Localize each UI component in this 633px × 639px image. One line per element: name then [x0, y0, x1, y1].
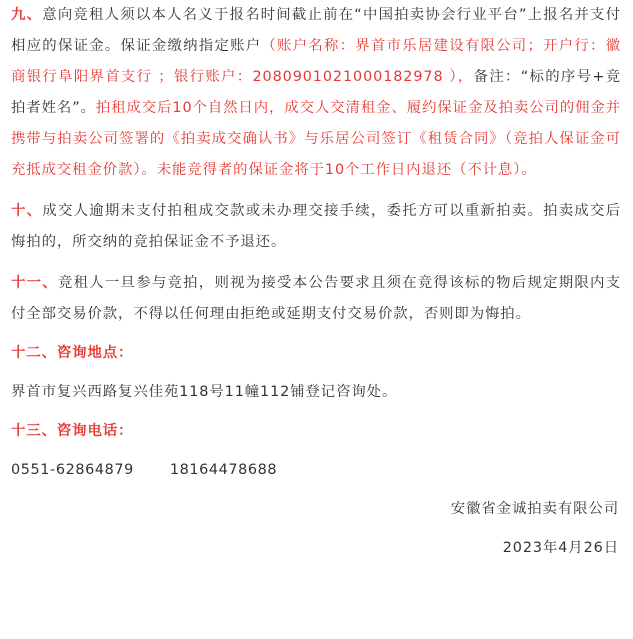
section-10: [11, 196, 621, 258]
section-9-remark: 备注：“标的序号+竞拍者姓名”。: [11, 69, 622, 116]
phone-landline: 0551-62864879: [11, 462, 134, 478]
announcement-body: [11, 0, 621, 564]
section-12-heading: 十二、咨询地点：: [11, 345, 134, 361]
section-11-text: 竞租人一旦参与竞拍，则视为接受本公告要求且须在竞得该标的物后规定期限内支付全部交易价款，不得以任何理由拒绝或延期支付交易价款，否则即为悔拍。: [11, 275, 621, 322]
section-12-address: 界首市复兴西路复兴佳苑118号11幢112铺登记咨询处。: [11, 384, 398, 400]
company-signature: 安徽省金诚拍卖有限公司: [450, 501, 619, 517]
section-10-label: 十、: [11, 203, 43, 219]
section-10-text: 成交人逾期未支付拍租成交款或未办理交接手续，委托方可以重新拍卖。拍卖成交后悔拍的，所交纳的竞拍保证金不予退还。: [11, 203, 621, 250]
section-9-settlement-terms: 拍租成交后10个自然日内，成交人交清租金、履约保证金及拍卖公司的佣金并携带与拍卖公司签署的《拍卖成交确认书》与乐居公司签订《租赁合同》（竞拍人保证金可充抵成交租金价款）。未能竞得者的保证金将于10个工作日内退还（不计息）。: [11, 100, 621, 178]
section-9-label: 九、: [11, 7, 43, 23]
phone-mobile: 18164478688: [169, 462, 278, 478]
section-11: [11, 268, 621, 330]
section-13-heading: 十三、咨询电话：: [11, 423, 134, 439]
contact-phones: [11, 455, 621, 486]
section-9-text-a: 意向竞租人须以本人名义于报名时间截止前在“中国拍卖协会行业平台”上报名并支付相应的保证金。保证金缴纳指定账户: [11, 7, 621, 54]
announcement-date: 2023年4月26日: [502, 540, 619, 556]
section-9-account-info: （账户名称：界首市乐居建设有限公司；开户行：徽商银行阜阳界首支行 ；银行账户：2080901021000182978 ），: [11, 38, 621, 85]
section-9: [11, 0, 621, 186]
section-11-label: 十一、: [11, 275, 58, 291]
